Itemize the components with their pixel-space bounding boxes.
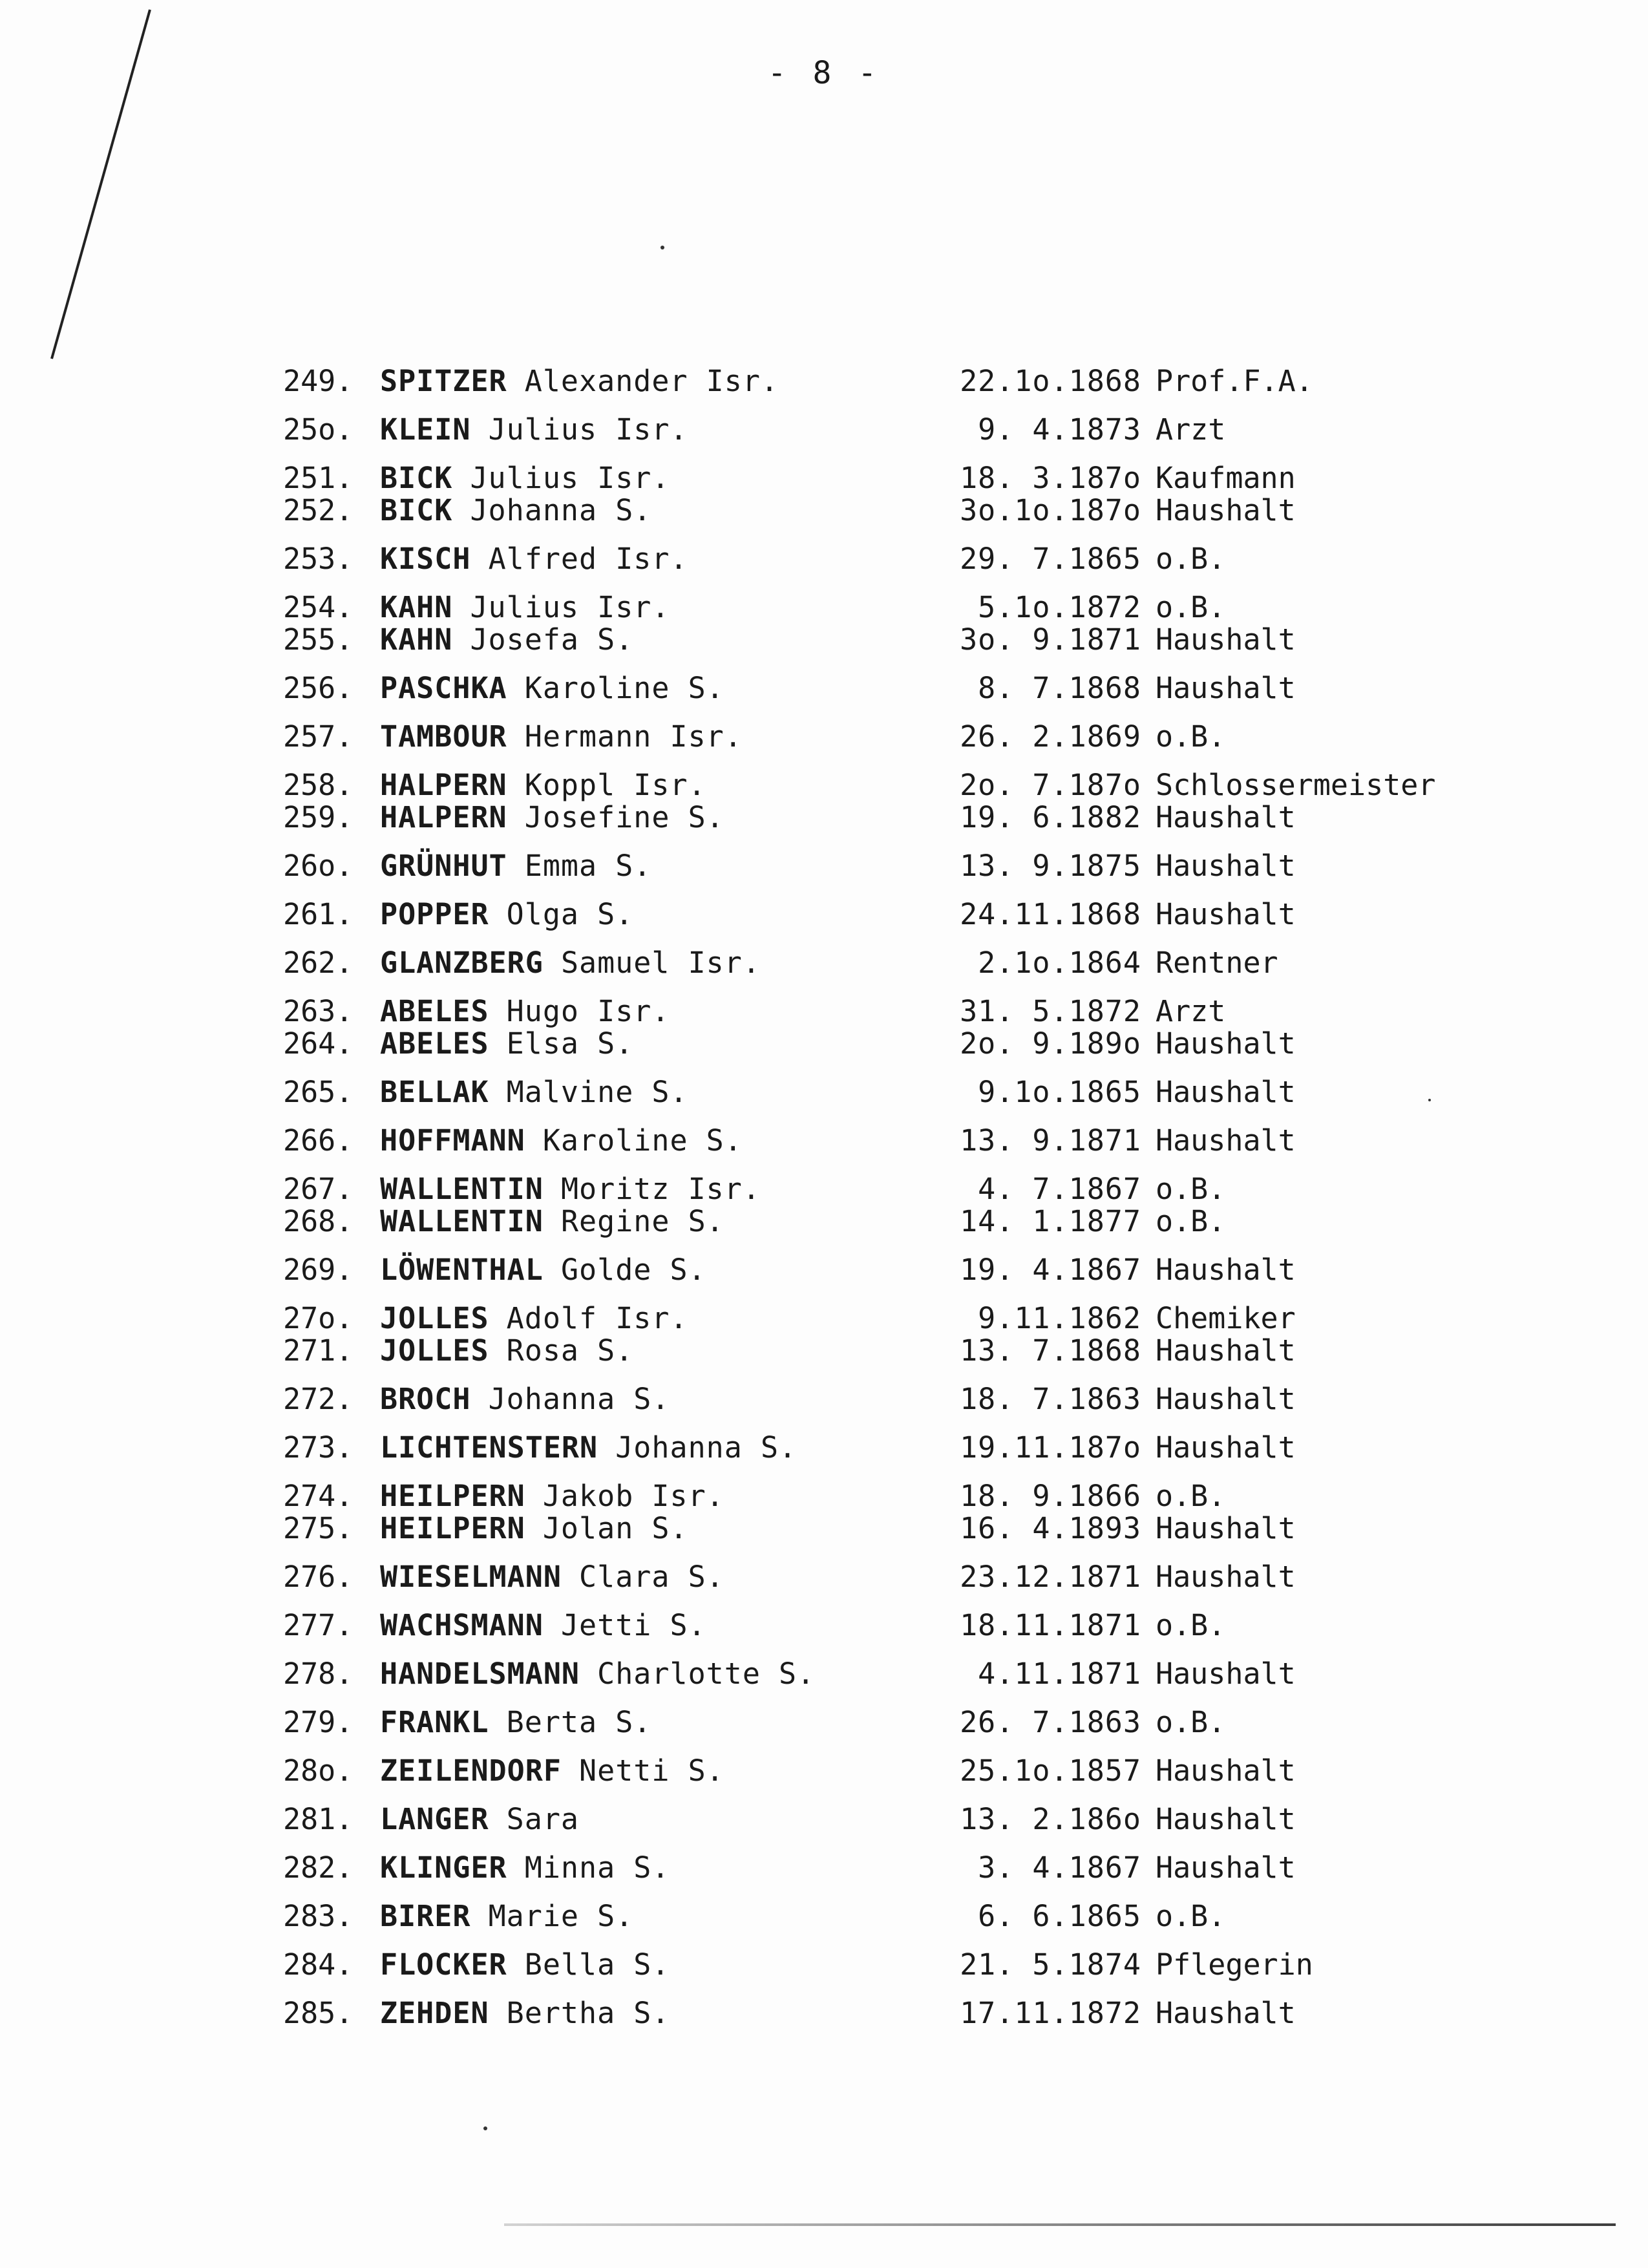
birth-date: 2o. 9.189o xyxy=(960,1026,1141,1061)
birth-date: 26. 7.1863 xyxy=(960,1705,1141,1739)
given-name: Alexander Isr. xyxy=(524,364,779,398)
entry-number: 25o. xyxy=(283,412,354,447)
surname: HANDELSMANN xyxy=(380,1657,580,1691)
occupation: Haushalt xyxy=(1156,800,1296,834)
list-item xyxy=(283,1331,1511,1370)
given-name: Josefine S. xyxy=(524,800,724,834)
surname: JOLLES xyxy=(380,1333,489,1368)
given-name: Adolf Isr. xyxy=(506,1301,688,1335)
surname: BICK xyxy=(380,493,453,527)
given-name: Bella S. xyxy=(524,1947,670,1982)
birth-date: 13. 7.1868 xyxy=(960,1333,1141,1368)
birth-date: 21. 5.1874 xyxy=(960,1947,1141,1982)
occupation: Haushalt xyxy=(1156,1560,1296,1594)
list-item xyxy=(283,491,1511,530)
birth-date: 22.1o.1868 xyxy=(960,364,1141,398)
given-name: Rosa S. xyxy=(506,1333,634,1368)
surname: HALPERN xyxy=(380,800,507,834)
list-item xyxy=(283,847,1511,885)
list-item xyxy=(283,1945,1511,1984)
given-name: Julius Isr. xyxy=(470,590,670,624)
list-item xyxy=(283,1849,1511,1887)
birth-date: 24.11.1868 xyxy=(960,897,1141,931)
birth-date: 5.1o.1872 xyxy=(978,590,1141,624)
surname: HOFFMANN xyxy=(380,1123,525,1158)
birth-date: 18. 3.187o xyxy=(960,461,1141,495)
entry-number: 268. xyxy=(283,1204,354,1238)
entry-number: 281. xyxy=(283,1802,354,1836)
list-item xyxy=(283,1800,1511,1839)
entry-number: 262. xyxy=(283,946,354,980)
surname: FRANKL xyxy=(380,1705,489,1739)
stain-mark xyxy=(1428,1099,1431,1101)
occupation: o.B. xyxy=(1156,719,1226,754)
list-item xyxy=(283,669,1511,708)
given-name: Jetti S. xyxy=(560,1608,706,1642)
birth-date: 2.1o.1864 xyxy=(978,946,1141,980)
surname: SPITZER xyxy=(380,364,507,398)
birth-date: 4. 7.1867 xyxy=(978,1172,1141,1206)
surname: WALLENTIN xyxy=(380,1204,544,1238)
occupation: Haushalt xyxy=(1156,1850,1296,1885)
occupation: Arzt xyxy=(1156,412,1226,447)
surname: GLANZBERG xyxy=(380,946,544,980)
given-name: Josefa S. xyxy=(470,622,634,657)
surname: BIRER xyxy=(380,1899,471,1933)
given-name: Berta S. xyxy=(506,1705,652,1739)
occupation: Haushalt xyxy=(1156,1253,1296,1287)
given-name: Emma S. xyxy=(524,849,652,883)
surname: WACHSMANN xyxy=(380,1608,544,1642)
surname: GRÜNHUT xyxy=(380,849,507,883)
list-item xyxy=(283,944,1511,982)
given-name: Julius Isr. xyxy=(470,461,670,495)
surname: HALPERN xyxy=(380,768,507,802)
occupation: Haushalt xyxy=(1156,1026,1296,1061)
entry-number: 253. xyxy=(283,542,354,576)
entry-number: 261. xyxy=(283,897,354,931)
given-name: Julius Isr. xyxy=(488,412,688,447)
entry-number: 274. xyxy=(283,1479,354,1513)
given-name: Elsa S. xyxy=(506,1026,634,1061)
birth-date: 19.11.187o xyxy=(960,1430,1141,1465)
surname: HEILPERN xyxy=(380,1479,525,1513)
entry-number: 257. xyxy=(283,719,354,754)
given-name: Karoline S. xyxy=(524,671,724,705)
surname: ZEILENDORF xyxy=(380,1754,562,1788)
given-name: Jakob Isr. xyxy=(542,1479,724,1513)
entry-number: 249. xyxy=(283,364,354,398)
surname: WALLENTIN xyxy=(380,1172,544,1206)
given-name: Minna S. xyxy=(524,1850,670,1885)
list-item xyxy=(283,362,1511,401)
occupation: Haushalt xyxy=(1156,671,1296,705)
entry-number: 265. xyxy=(283,1075,354,1109)
given-name: Netti S. xyxy=(579,1754,724,1788)
list-item xyxy=(283,620,1511,659)
entry-number: 275. xyxy=(283,1511,354,1545)
given-name: Malvine S. xyxy=(506,1075,688,1109)
list-item xyxy=(283,1558,1511,1596)
birth-date: 16. 4.1893 xyxy=(960,1511,1141,1545)
list-item xyxy=(283,410,1511,449)
occupation: o.B. xyxy=(1156,1608,1226,1642)
given-name: Johanna S. xyxy=(470,493,652,527)
birth-date: 13. 9.1875 xyxy=(960,849,1141,883)
entry-number: 263. xyxy=(283,994,354,1028)
birth-date: 17.11.1872 xyxy=(960,1996,1141,2030)
birth-date: 13. 9.1871 xyxy=(960,1123,1141,1158)
occupation: Haushalt xyxy=(1156,493,1296,527)
birth-date: 14. 1.1877 xyxy=(960,1204,1141,1238)
list-item xyxy=(283,1121,1511,1160)
entry-number: 276. xyxy=(283,1560,354,1594)
occupation: o.B. xyxy=(1156,1479,1226,1513)
occupation: Haushalt xyxy=(1156,1754,1296,1788)
list-item xyxy=(283,798,1511,837)
occupation: o.B. xyxy=(1156,1172,1226,1206)
surname: ZEHDEN xyxy=(380,1996,489,2030)
given-name: Charlotte S. xyxy=(597,1657,816,1691)
surname: HEILPERN xyxy=(380,1511,525,1545)
given-name: Olga S. xyxy=(506,897,634,931)
given-name: Johanna S. xyxy=(615,1430,798,1465)
list-item xyxy=(283,1024,1511,1063)
given-name: Hugo Isr. xyxy=(506,994,670,1028)
entry-number: 264. xyxy=(283,1026,354,1061)
given-name: Johanna S. xyxy=(488,1382,670,1416)
entry-number: 258. xyxy=(283,768,354,802)
surname: ABELES xyxy=(380,994,489,1028)
birth-date: 3o. 9.1871 xyxy=(960,622,1141,657)
occupation: Haushalt xyxy=(1156,1511,1296,1545)
list-item xyxy=(283,1380,1511,1419)
given-name: Regine S. xyxy=(560,1204,724,1238)
occupation: Haushalt xyxy=(1156,1996,1296,2030)
occupation: Haushalt xyxy=(1156,1657,1296,1691)
entry-number: 251. xyxy=(283,461,354,495)
entry-number: 27o. xyxy=(283,1301,354,1335)
entry-number: 26o. xyxy=(283,849,354,883)
given-name: Bertha S. xyxy=(506,1996,670,2030)
birth-date: 19. 4.1867 xyxy=(960,1253,1141,1287)
given-name: Sara xyxy=(506,1802,580,1836)
bottom-rule xyxy=(504,2223,1616,2226)
birth-date: 31. 5.1872 xyxy=(960,994,1141,1028)
occupation: Kaufmann xyxy=(1156,461,1296,495)
surname: BICK xyxy=(380,461,453,495)
surname: JOLLES xyxy=(380,1301,489,1335)
entry-number: 285. xyxy=(283,1996,354,2030)
list-item xyxy=(283,1703,1511,1742)
given-name: Samuel Isr. xyxy=(560,946,761,980)
list-item xyxy=(283,1897,1511,1936)
occupation: Haushalt xyxy=(1156,1430,1296,1465)
list-item xyxy=(283,1655,1511,1693)
entry-number: 269. xyxy=(283,1253,354,1287)
surname: LÖWENTHAL xyxy=(380,1253,544,1287)
list-item xyxy=(283,1428,1511,1467)
list-item xyxy=(283,1509,1511,1548)
entry-number: 255. xyxy=(283,622,354,657)
given-name: Marie S. xyxy=(488,1899,634,1933)
entry-number: 259. xyxy=(283,800,354,834)
surname: KLEIN xyxy=(380,412,471,447)
occupation: Prof.F.A. xyxy=(1156,364,1313,398)
given-name: Clara S. xyxy=(579,1560,724,1594)
surname: WIESELMANN xyxy=(380,1560,562,1594)
stain-mark xyxy=(660,246,664,249)
entry-number: 256. xyxy=(283,671,354,705)
entry-number: 252. xyxy=(283,493,354,527)
entry-number: 283. xyxy=(283,1899,354,1933)
list-item xyxy=(283,1251,1511,1289)
list-item xyxy=(283,1752,1511,1790)
birth-date: 18. 9.1866 xyxy=(960,1479,1141,1513)
birth-date: 9.11.1862 xyxy=(978,1301,1141,1335)
occupation: Arzt xyxy=(1156,994,1226,1028)
occupation: o.B. xyxy=(1156,1899,1226,1933)
occupation: Haushalt xyxy=(1156,897,1296,931)
occupation: o.B. xyxy=(1156,1705,1226,1739)
entry-number: 273. xyxy=(283,1430,354,1465)
occupation: Chemiker xyxy=(1156,1301,1296,1335)
surname: BELLAK xyxy=(380,1075,489,1109)
entry-number: 279. xyxy=(283,1705,354,1739)
birth-date: 18.11.1871 xyxy=(960,1608,1141,1642)
list-item xyxy=(283,1202,1511,1241)
surname: ABELES xyxy=(380,1026,489,1061)
occupation: Haushalt xyxy=(1156,1802,1296,1836)
surname: LANGER xyxy=(380,1802,489,1836)
surname: KLINGER xyxy=(380,1850,507,1885)
list-item xyxy=(283,1994,1511,2033)
surname: PASCHKA xyxy=(380,671,507,705)
birth-date: 18. 7.1863 xyxy=(960,1382,1141,1416)
occupation: Haushalt xyxy=(1156,1333,1296,1368)
entry-number: 284. xyxy=(283,1947,354,1982)
occupation: Haushalt xyxy=(1156,1123,1296,1158)
occupation: Haushalt xyxy=(1156,1075,1296,1109)
birth-date: 23.12.1871 xyxy=(960,1560,1141,1594)
occupation: o.B. xyxy=(1156,1204,1226,1238)
birth-date: 8. 7.1868 xyxy=(978,671,1141,705)
birth-date: 3. 4.1867 xyxy=(978,1850,1141,1885)
given-name: Karoline S. xyxy=(542,1123,743,1158)
entry-number: 271. xyxy=(283,1333,354,1368)
surname: FLOCKER xyxy=(380,1947,507,1982)
entry-number: 272. xyxy=(283,1382,354,1416)
surname: POPPER xyxy=(380,897,489,931)
occupation: Pflegerin xyxy=(1156,1947,1313,1982)
birth-date: 25.1o.1857 xyxy=(960,1754,1141,1788)
birth-date: 9. 4.1873 xyxy=(978,412,1141,447)
birth-date: 2o. 7.187o xyxy=(960,768,1141,802)
birth-date: 29. 7.1865 xyxy=(960,542,1141,576)
birth-date: 13. 2.186o xyxy=(960,1802,1141,1836)
surname: KAHN xyxy=(380,622,453,657)
stain-mark xyxy=(483,2126,487,2130)
entry-number: 254. xyxy=(283,590,354,624)
entry-number: 266. xyxy=(283,1123,354,1158)
surname: LICHTENSTERN xyxy=(380,1430,598,1465)
occupation: o.B. xyxy=(1156,590,1226,624)
given-name: Golde S. xyxy=(560,1253,706,1287)
surname: KAHN xyxy=(380,590,453,624)
list-item xyxy=(283,1073,1511,1112)
given-name: Jolan S. xyxy=(542,1511,688,1545)
entry-number: 267. xyxy=(283,1172,354,1206)
birth-date: 3o.1o.187o xyxy=(960,493,1141,527)
occupation: Haushalt xyxy=(1156,622,1296,657)
surname: KISCH xyxy=(380,542,471,576)
birth-date: 19. 6.1882 xyxy=(960,800,1141,834)
given-name: Alfred Isr. xyxy=(488,542,688,576)
given-name: Moritz Isr. xyxy=(560,1172,761,1206)
given-name: Hermann Isr. xyxy=(524,719,743,754)
occupation: Rentner xyxy=(1156,946,1278,980)
surname: BROCH xyxy=(380,1382,471,1416)
birth-date: 6. 6.1865 xyxy=(978,1899,1141,1933)
occupation: Haushalt xyxy=(1156,1382,1296,1416)
given-name: Koppl Isr. xyxy=(524,768,706,802)
birth-date: 4.11.1871 xyxy=(978,1657,1141,1691)
occupation: Schlossermeister xyxy=(1156,768,1436,802)
list-item xyxy=(283,540,1511,578)
list-item xyxy=(283,895,1511,934)
entry-number: 28o. xyxy=(283,1754,354,1788)
occupation: Haushalt xyxy=(1156,849,1296,883)
surname: TAMBOUR xyxy=(380,719,507,754)
occupation: o.B. xyxy=(1156,542,1226,576)
birth-date: 9.1o.1865 xyxy=(978,1075,1141,1109)
birth-date: 26. 2.1869 xyxy=(960,719,1141,754)
entry-number: 282. xyxy=(283,1850,354,1885)
list-item xyxy=(283,717,1511,756)
list-item xyxy=(283,1606,1511,1645)
page-number: - 8 - xyxy=(767,55,881,91)
entry-number: 278. xyxy=(283,1657,354,1691)
entry-number: 277. xyxy=(283,1608,354,1642)
